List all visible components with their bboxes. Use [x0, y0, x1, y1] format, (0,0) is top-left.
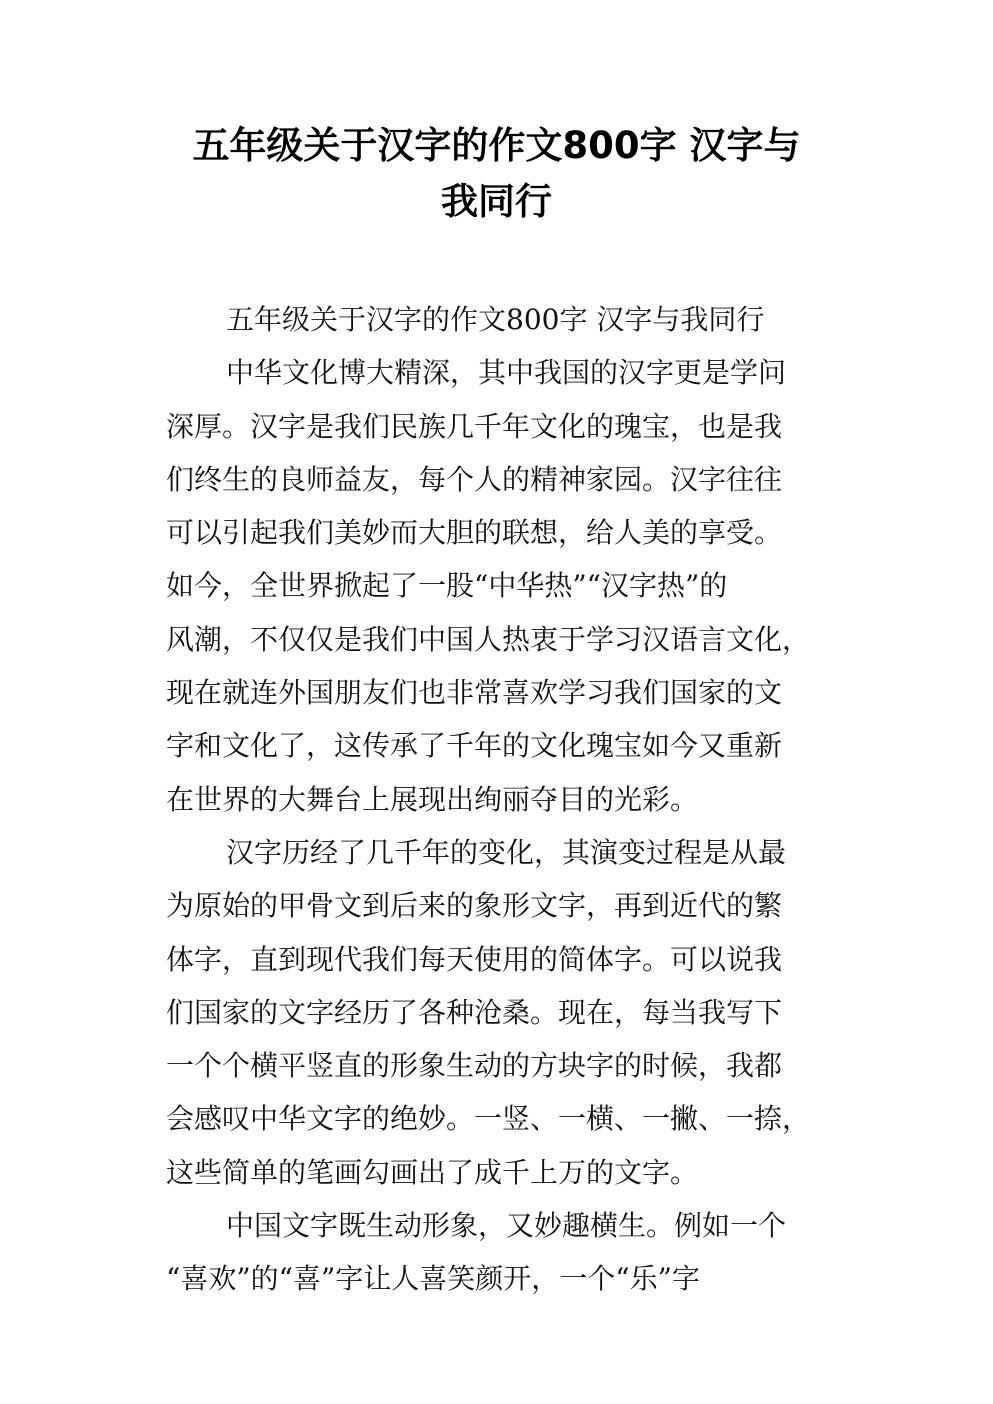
paragraph-1-line: 现在就连外国朋友们也非常喜欢学习我们国家的文: [166, 676, 783, 710]
document-title: [130, 118, 863, 230]
paragraph-1-line: 可以引起我们美妙而大胆的联想，给人美的享受。: [166, 516, 783, 550]
paragraph-1-line: 中华文化博大精深，其中我国的汉字更是学问: [226, 356, 787, 390]
paragraph-2-line: 为原始的甲骨文到后来的象形文字，再到近代的繁: [166, 889, 783, 923]
paragraph-2-line: 汉字历经了几千年的变化，其演变过程是从最: [226, 835, 787, 869]
paragraph-2-line: 会感叹中华文字的绝妙。一竖、一横、一撇、一捺，: [166, 1102, 811, 1136]
paragraph-1-line: 在世界的大舞台上展现出绚丽夺目的光彩。: [166, 782, 699, 816]
paragraph-2-line: 这些简单的笔画勾画出了成千上万的文字。: [166, 1155, 699, 1189]
paragraph-3-line: “喜欢”的“喜”字让人喜笑颜开，一个“乐”字: [166, 1262, 700, 1296]
paragraph-3-line: 中国文字既生动形象，又妙趣横生。例如一个: [226, 1209, 787, 1243]
paragraph-1-line: 深厚。汉字是我们民族几千年文化的瑰宝，也是我: [166, 409, 783, 443]
paragraph-1-line: 们终生的良师益友，每个人的精神家园。汉字往往: [166, 462, 783, 496]
title-line-2: 我同行: [441, 180, 552, 223]
document-body: [166, 293, 846, 1306]
paragraph-1-line: 风潮，不仅仅是我们中国人热衷于学习汉语言文化，: [166, 622, 811, 656]
subtitle-line: 五年级关于汉字的作文800字 汉字与我同行: [226, 303, 765, 336]
title-line-1: 五年级关于汉字的作文800字 汉字与: [192, 124, 801, 167]
paragraph-2-line: 体字，直到现代我们每天使用的简体字。可以说我: [166, 942, 783, 976]
paragraph-2-line: 一个个横平竖直的形象生动的方块字的时候，我都: [166, 1049, 783, 1083]
paragraph-1-line: 如今，全世界掀起了一股“中华热”“汉字热”的: [166, 569, 728, 603]
paragraph-2-line: 们国家的文字经历了各种沧桑。现在，每当我写下: [166, 995, 783, 1029]
paragraph-1-line: 字和文化了，这传承了千年的文化瑰宝如今又重新: [166, 729, 783, 763]
